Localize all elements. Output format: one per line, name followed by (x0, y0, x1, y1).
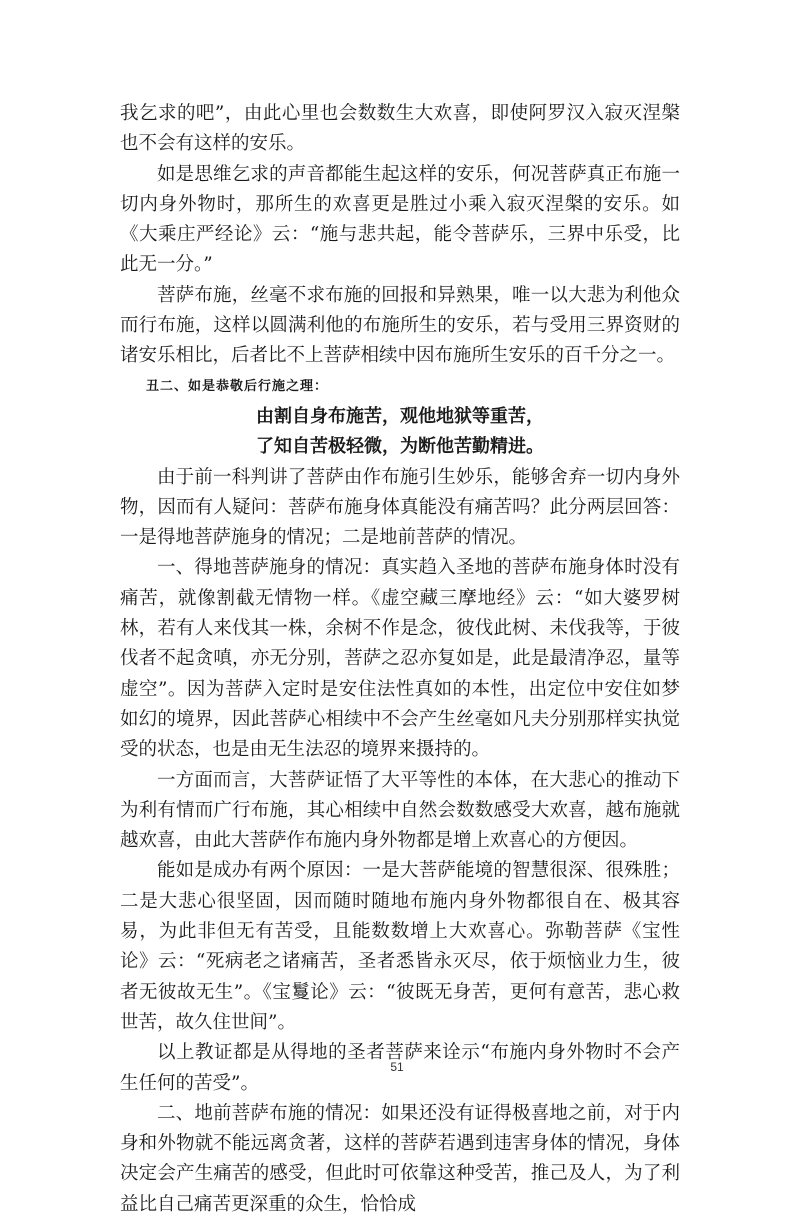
page-number: 51 (390, 1060, 404, 1074)
body-text (120, 99, 680, 1220)
paragraph: 一方面而言，大菩萨证悟了大平等性的本体，在大悲心的推动下为利有情而广行布施，其心相续中自然会数数感受大欢喜，越布施就越欢喜，由此大菩萨作布施内身外物都是增上欢喜心的方便因。 (120, 769, 680, 852)
paragraph: 以上教证都是从得地的圣者菩萨来诠示“布施内身外物时不会产生任何的苦受”。 (120, 1042, 680, 1094)
paragraph: 一、得地菩萨施身的情况：真实趋入圣地的菩萨布施身体时没有痛苦，就像割截无情物一样。《虚空藏三摩地经》云：“如大婆罗树林，若有人来伐其一株，余树不作是念，彼伐此树、未伐我等，于彼伐者不起贪嗔，亦无分别，菩萨之忍亦复如是，此是最清净忍，量等虚空”。因为菩萨入定时是安住法性真如的本性，出定位中安住如梦如幻的境界，因此菩萨心相续中不会产生丝毫如凡夫分别那样实执觉受的状态，也是由无生法忍的境界来摄持的。 (120, 557, 680, 761)
paragraph-continuation: 我乞求的吧”，由此心里也会数数生大欢喜，即使阿罗汉入寂灭涅槃也不会有这样的安乐。 (120, 103, 680, 155)
verse-line: 由割自身布施苦，观他地狱等重苦， (256, 405, 544, 427)
paragraph: 菩萨布施，丝毫不求布施的回报和异熟果，唯一以大悲为利他众而行布施，这样以圆满利他的布施所生的安乐，若与受用三界资财的诸安乐相比，后者比不上菩萨相续中因布施所生安乐的百千分之一。 (120, 284, 680, 367)
verse-line: 了知自苦极轻微，为断他苦勤精进。 (256, 436, 544, 458)
section-heading: 丑二、如是恭敬后行施之理： (146, 378, 329, 394)
paragraph: 如是思维乞求的声音都能生起这样的安乐，何况菩萨真正布施一切内身外物时，那所生的欢喜更是胜过小乘入寂灭涅槃的安乐。如《大乘庄严经论》云：“施与悲共起，能令菩萨乐，三界中乐受，比此无一分。” (120, 163, 680, 276)
paragraph: 由于前一科判讲了菩萨由作布施引生妙乐，能够舍弃一切内身外物，因而有人疑问：菩萨布施身体真能没有痛苦吗？此分两层回答：一是得地菩萨施身的情况；二是地前菩萨的情况。 (120, 466, 680, 549)
paragraph: 二、地前菩萨布施的情况：如果还没有证得极喜地之前，对于内身和外物就不能远离贪著，这样的菩萨若遇到违害身体的情况，身体决定会产生痛苦的感受，但此时可依靠这种受苦，推己及人，为了利益比自己痛苦更深重的众生，恰恰成 (120, 1102, 680, 1215)
paragraph: 能如是成办有两个原因：一是大菩萨能境的智慧很深、很殊胜；二是大悲心很坚固，因而随时随地布施内身外物都很自在、极其容易，为此非但无有苦受，且能数数增上大欢喜心。弥勒菩萨《宝性论》云：“死病老之诸痛苦，圣者悉皆永灭尽，依于烦恼业力生，彼者无彼故无生”。《宝鬘论》云：“彼既无身苦，更何有意苦，悲心救世苦，故久住世间”。 (120, 860, 680, 1033)
